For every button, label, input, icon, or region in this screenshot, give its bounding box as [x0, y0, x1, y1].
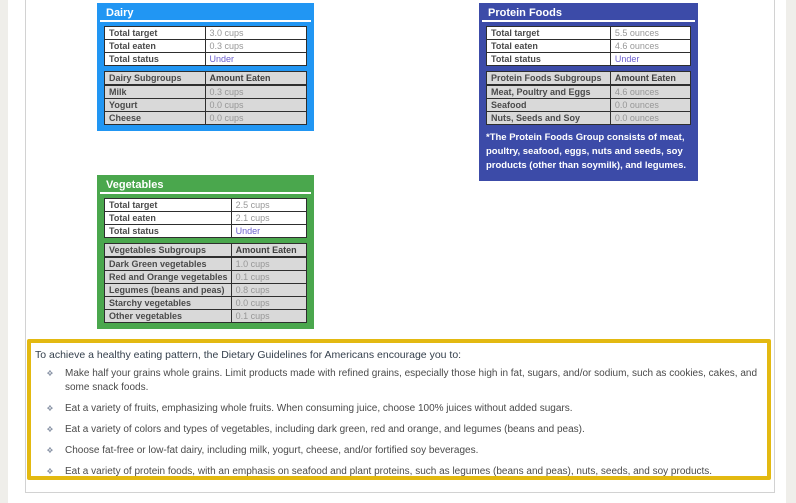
dairy-panel-title: Dairy	[100, 6, 311, 22]
row-value: 0.3 cups	[209, 87, 244, 97]
row-value: 4.6 ounces	[614, 41, 659, 51]
guidelines-intro: To achieve a healthy eating pattern, the Dietary Guidelines for Americans encourage you to:	[35, 349, 462, 361]
row-value: 5.5 ounces	[614, 28, 659, 38]
row-label: Total eaten	[105, 40, 206, 52]
table-row	[104, 85, 307, 99]
table-row	[104, 52, 307, 66]
diamond-bullet-icon	[35, 367, 65, 395]
row-value: Under	[235, 226, 261, 236]
row-value: 0.8 cups	[235, 285, 270, 295]
row-value: Under	[614, 54, 640, 64]
table-row	[104, 39, 307, 53]
table-row	[486, 85, 691, 99]
dairy-subgroups-table	[104, 71, 307, 125]
list-item	[35, 423, 759, 437]
subgroups-header-row	[104, 71, 307, 85]
row-value: 0.1 cups	[235, 311, 270, 321]
row-value: 1.0 cups	[235, 259, 270, 269]
table-row	[104, 296, 307, 310]
subgroups-header-value: Amount Eaten	[235, 245, 297, 255]
protein-foods-panel-title: Protein Foods	[482, 6, 695, 22]
page-background-strip-right	[786, 0, 796, 503]
table-row	[104, 309, 307, 323]
row-label: Milk	[105, 86, 206, 98]
report-content-area	[25, 0, 775, 493]
subgroups-header-value: Amount Eaten	[614, 73, 676, 83]
table-row	[104, 211, 307, 225]
row-label: Total status	[105, 225, 232, 237]
subgroups-header-label: Dairy Subgroups	[105, 72, 206, 84]
list-item-text: Eat a variety of fruits, emphasizing whole fruits. When consuming juice, choose 100% juices without added sugars.	[65, 403, 573, 414]
list-item	[35, 402, 759, 416]
table-row	[486, 111, 691, 125]
list-item-text: Eat a variety of colors and types of vegetables, including dark green, red and orange, and legumes (beans and peas).	[65, 424, 585, 435]
list-item-text: Choose fat-free or low-fat dairy, including milk, yogurt, cheese, and/or fortified soy beverages.	[65, 445, 479, 456]
table-row	[104, 26, 307, 40]
table-row	[104, 224, 307, 238]
row-label: Total target	[487, 27, 611, 39]
row-label: Total eaten	[105, 212, 232, 224]
protein-totals-table	[486, 26, 691, 66]
row-value: 0.0 cups	[235, 298, 270, 308]
row-value: 2.5 cups	[235, 200, 270, 210]
row-label: Cheese	[105, 112, 206, 124]
row-value: Under	[209, 54, 235, 64]
row-label: Total eaten	[487, 40, 611, 52]
table-row	[104, 270, 307, 284]
subgroups-header-label: Vegetables Subgroups	[105, 244, 232, 256]
protein-foods-footnote: *The Protein Foods Group consists of meat, poultry, seafood, eggs, nuts and seeds, soy products (other than soymilk), and legumes.	[486, 132, 687, 171]
row-value: 0.0 cups	[209, 100, 244, 110]
vegetables-totals-table	[104, 198, 307, 238]
table-row	[104, 111, 307, 125]
list-item	[35, 367, 759, 395]
row-label: Total status	[487, 53, 611, 65]
subgroups-header-value: Amount Eaten	[209, 73, 271, 83]
protein-foods-panel	[479, 3, 698, 181]
table-row	[486, 26, 691, 40]
row-label: Meat, Poultry and Eggs	[487, 86, 611, 98]
row-value: 0.3 cups	[209, 41, 244, 51]
vegetables-subgroups-table	[104, 243, 307, 323]
list-item	[35, 444, 759, 458]
dairy-totals-table	[104, 26, 307, 66]
row-value: 0.1 cups	[235, 272, 270, 282]
table-row	[104, 257, 307, 271]
guidelines-list	[35, 367, 759, 479]
diamond-bullet-icon	[35, 423, 65, 437]
protein-subgroups-table	[486, 71, 691, 125]
row-label: Nuts, Seeds and Soy	[487, 112, 611, 124]
subgroups-header-label: Protein Foods Subgroups	[487, 72, 611, 84]
subgroups-header-row	[104, 243, 307, 257]
row-label: Yogurt	[105, 99, 206, 111]
row-value: 0.0 cups	[209, 113, 244, 123]
list-item	[35, 465, 759, 479]
table-row	[486, 52, 691, 66]
diamond-bullet-icon	[35, 465, 65, 479]
row-label: Total status	[105, 53, 206, 65]
row-value: 0.0 ounces	[614, 113, 659, 123]
table-row	[104, 98, 307, 112]
row-value: 4.6 ounces	[614, 87, 659, 97]
row-label: Starchy vegetables	[105, 297, 232, 309]
row-value: 3.0 cups	[209, 28, 244, 38]
row-label: Red and Orange vegetables	[105, 271, 232, 283]
row-label: Legumes (beans and peas)	[105, 284, 232, 296]
row-label: Total target	[105, 27, 206, 39]
row-label: Seafood	[487, 99, 611, 111]
diamond-bullet-icon	[35, 402, 65, 416]
row-label: Other vegetables	[105, 310, 232, 322]
vegetables-panel	[97, 175, 314, 329]
table-row	[104, 283, 307, 297]
list-item-text: Make half your grains whole grains. Limit products made with refined grains, especially those high in fat, sugars, and/or sodium, such as cookies, cakes, and some snack foods.	[65, 368, 758, 393]
vegetables-panel-title: Vegetables	[100, 178, 311, 194]
dietary-guidelines-box	[27, 339, 771, 480]
dairy-panel	[97, 3, 314, 131]
row-value: 2.1 cups	[235, 213, 270, 223]
subgroups-header-row	[486, 71, 691, 85]
table-row	[486, 39, 691, 53]
row-label: Dark Green vegetables	[105, 258, 232, 270]
table-row	[104, 198, 307, 212]
diamond-bullet-icon	[35, 444, 65, 458]
row-value: 0.0 ounces	[614, 100, 659, 110]
list-item-text: Eat a variety of protein foods, with an emphasis on seafood and plant proteins, such as legumes (beans and peas), nuts, seeds, and soy products.	[65, 466, 713, 477]
table-row	[486, 98, 691, 112]
page-background-strip-left	[0, 0, 8, 503]
row-label: Total target	[105, 199, 232, 211]
